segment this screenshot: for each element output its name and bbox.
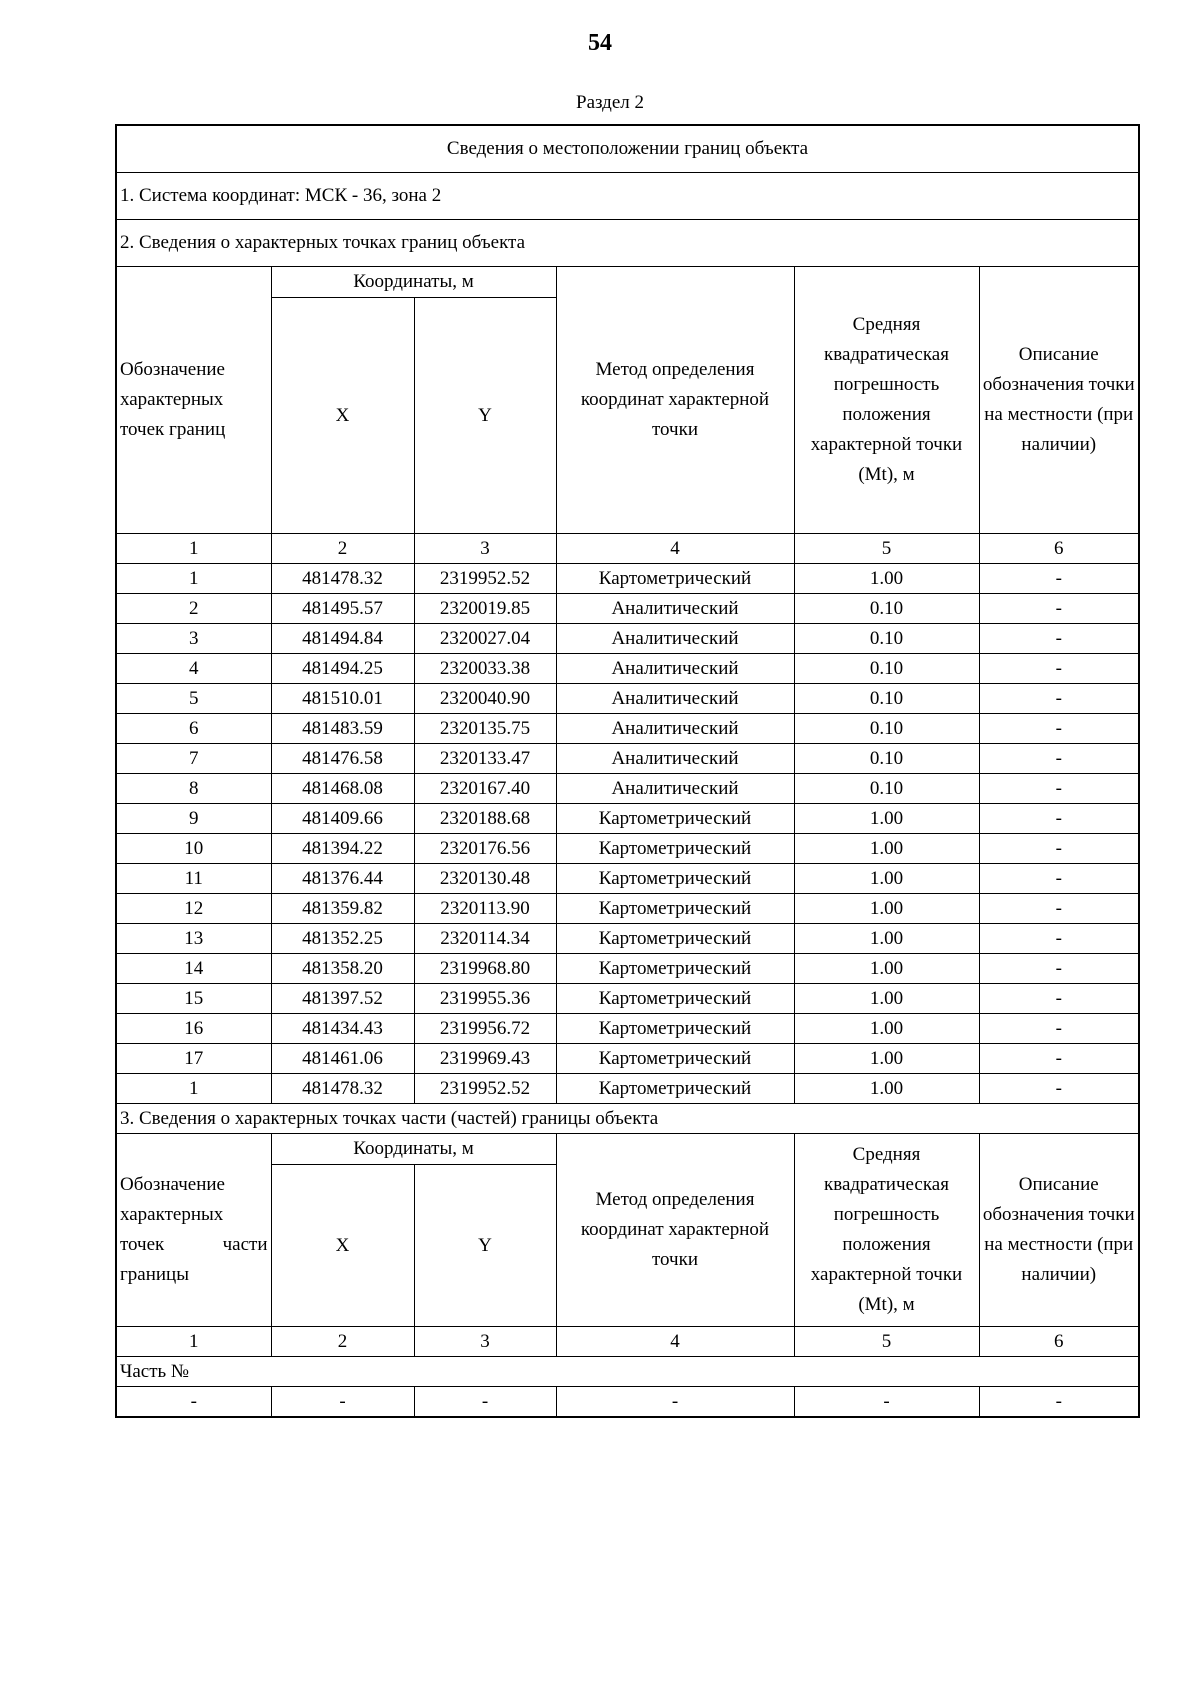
- x-cell: 481478.32: [271, 1074, 414, 1104]
- description-cell: -: [979, 834, 1139, 864]
- error-cell: 0.10: [794, 744, 979, 774]
- y-cell: 2320033.38: [414, 654, 556, 684]
- description-cell: -: [979, 924, 1139, 954]
- header-error: Средняя квадратическая погрешность положения характерной точки (Mt), м: [794, 267, 979, 534]
- header-description-part: Описание обозначения точки на местности (при наличии): [979, 1134, 1139, 1327]
- table-row: [116, 834, 1139, 864]
- description-cell: -: [979, 654, 1139, 684]
- point-id-cell: 16: [116, 1014, 271, 1044]
- y-cell: 2320027.04: [414, 624, 556, 654]
- error-cell: 1.00: [794, 1044, 979, 1074]
- column-number-2: 2: [271, 534, 414, 564]
- method-cell: Аналитический: [556, 684, 794, 714]
- description-cell: -: [979, 984, 1139, 1014]
- method-cell: Аналитический: [556, 774, 794, 804]
- method-cell: Аналитический: [556, 624, 794, 654]
- column-number-5: 5: [794, 534, 979, 564]
- x-cell: 481409.66: [271, 804, 414, 834]
- description-cell: -: [979, 774, 1139, 804]
- y-cell: -: [414, 1387, 556, 1418]
- description-cell: -: [979, 564, 1139, 594]
- header-coordinates: Координаты, м: [271, 267, 556, 298]
- error-cell: 0.10: [794, 774, 979, 804]
- table-row: [116, 714, 1139, 744]
- error-cell: 0.10: [794, 654, 979, 684]
- point-id-cell: 14: [116, 954, 271, 984]
- column-number-1: 1: [116, 534, 271, 564]
- x-cell: 481394.22: [271, 834, 414, 864]
- error-cell: 1.00: [794, 804, 979, 834]
- x-cell: 481494.84: [271, 624, 414, 654]
- header-description: Описание обозначения точки на местности (при наличии): [979, 267, 1139, 534]
- error-cell: 1.00: [794, 1014, 979, 1044]
- page-number: 54: [588, 30, 612, 56]
- description-cell: -: [979, 684, 1139, 714]
- x-cell: 481478.32: [271, 564, 414, 594]
- y-cell: 2320130.48: [414, 864, 556, 894]
- method-cell: Картометрический: [556, 1044, 794, 1074]
- header-method-part: Метод определения координат характерной точки: [556, 1134, 794, 1327]
- error-cell: 1.00: [794, 984, 979, 1014]
- boundary-table: [115, 124, 1140, 1418]
- table-row: [116, 1044, 1139, 1074]
- method-cell: -: [556, 1387, 794, 1418]
- column-number-5: 5: [794, 1327, 979, 1357]
- y-cell: 2319952.52: [414, 564, 556, 594]
- y-cell: 2320167.40: [414, 774, 556, 804]
- point-id-cell: 7: [116, 744, 271, 774]
- header-designation: Обозначение характерных точек границ: [116, 267, 271, 534]
- header-designation-part: Обозначение характерных точек части границы: [116, 1134, 271, 1327]
- method-cell: Картометрический: [556, 834, 794, 864]
- x-cell: 481352.25: [271, 924, 414, 954]
- error-cell: 0.10: [794, 624, 979, 654]
- y-cell: 2319968.80: [414, 954, 556, 984]
- table-row: [116, 894, 1139, 924]
- method-cell: Аналитический: [556, 714, 794, 744]
- x-cell: 481476.58: [271, 744, 414, 774]
- error-cell: 0.10: [794, 714, 979, 744]
- x-cell: 481510.01: [271, 684, 414, 714]
- part-row: [116, 1387, 1139, 1418]
- point-id-cell: -: [116, 1387, 271, 1418]
- point-id-cell: 6: [116, 714, 271, 744]
- x-cell: 481376.44: [271, 864, 414, 894]
- method-cell: Аналитический: [556, 744, 794, 774]
- section-label: Раздел 2: [576, 92, 644, 113]
- column-number-6: 6: [979, 1327, 1139, 1357]
- header-y-part: Y: [414, 1165, 556, 1327]
- column-numbers-row: [116, 534, 1139, 564]
- x-cell: 481359.82: [271, 894, 414, 924]
- column-number-6: 6: [979, 534, 1139, 564]
- point-id-cell: 9: [116, 804, 271, 834]
- description-cell: -: [979, 1014, 1139, 1044]
- header-coordinates-part: Координаты, м: [271, 1134, 556, 1165]
- error-cell: 0.10: [794, 684, 979, 714]
- description-cell: -: [979, 744, 1139, 774]
- column-number-4: 4: [556, 1327, 794, 1357]
- error-cell: 1.00: [794, 894, 979, 924]
- header-method: Метод определения координат характерной точки: [556, 267, 794, 534]
- table-row: [116, 684, 1139, 714]
- point-id-cell: 1: [116, 1074, 271, 1104]
- description-cell: -: [979, 624, 1139, 654]
- table-row: [116, 984, 1139, 1014]
- y-cell: 2320040.90: [414, 684, 556, 714]
- table-row: [116, 624, 1139, 654]
- y-cell: 2319969.43: [414, 1044, 556, 1074]
- method-cell: Картометрический: [556, 1074, 794, 1104]
- y-cell: 2319955.36: [414, 984, 556, 1014]
- column-number-3: 3: [414, 534, 556, 564]
- error-cell: 1.00: [794, 834, 979, 864]
- error-cell: 1.00: [794, 924, 979, 954]
- table-row: [116, 774, 1139, 804]
- y-cell: 2320176.56: [414, 834, 556, 864]
- point-id-cell: 2: [116, 594, 271, 624]
- table-row: [116, 594, 1139, 624]
- part-label: Часть №: [116, 1357, 1139, 1387]
- point-id-cell: 10: [116, 834, 271, 864]
- point-id-cell: 11: [116, 864, 271, 894]
- x-cell: 481461.06: [271, 1044, 414, 1074]
- y-cell: 2320113.90: [414, 894, 556, 924]
- method-cell: Картометрический: [556, 924, 794, 954]
- description-cell: -: [979, 1044, 1139, 1074]
- method-cell: Картометрический: [556, 954, 794, 984]
- method-cell: Аналитический: [556, 594, 794, 624]
- table-row: [116, 1014, 1139, 1044]
- x-cell: 481434.43: [271, 1014, 414, 1044]
- method-cell: Картометрический: [556, 564, 794, 594]
- table-row: [116, 744, 1139, 774]
- method-cell: Аналитический: [556, 654, 794, 684]
- point-id-cell: 15: [116, 984, 271, 1014]
- point-id-cell: 3: [116, 624, 271, 654]
- x-cell: 481495.57: [271, 594, 414, 624]
- description-cell: -: [979, 954, 1139, 984]
- column-number-3: 3: [414, 1327, 556, 1357]
- y-cell: 2320188.68: [414, 804, 556, 834]
- description-cell: -: [979, 894, 1139, 924]
- column-number-1: 1: [116, 1327, 271, 1357]
- point-id-cell: 4: [116, 654, 271, 684]
- x-cell: 481494.25: [271, 654, 414, 684]
- coordinate-system: 1. Система координат: МСК - 36, зона 2: [116, 173, 1139, 220]
- description-cell: -: [979, 864, 1139, 894]
- table-title: Сведения о местоположении границ объекта: [116, 125, 1139, 173]
- method-cell: Картометрический: [556, 894, 794, 924]
- description-cell: -: [979, 1387, 1139, 1418]
- description-cell: -: [979, 714, 1139, 744]
- header-error-part: Средняя квадратическая погрешность положения характерной точки (Mt), м: [794, 1134, 979, 1327]
- y-cell: 2320019.85: [414, 594, 556, 624]
- column-number-2: 2: [271, 1327, 414, 1357]
- description-cell: -: [979, 804, 1139, 834]
- column-numbers-row: [116, 1327, 1139, 1357]
- point-id-cell: 13: [116, 924, 271, 954]
- table-row: [116, 654, 1139, 684]
- x-cell: -: [271, 1387, 414, 1418]
- error-cell: 1.00: [794, 564, 979, 594]
- error-cell: 1.00: [794, 954, 979, 984]
- column-number-4: 4: [556, 534, 794, 564]
- method-cell: Картометрический: [556, 804, 794, 834]
- x-cell: 481468.08: [271, 774, 414, 804]
- y-cell: 2320114.34: [414, 924, 556, 954]
- description-cell: -: [979, 594, 1139, 624]
- header-x-part: X: [271, 1165, 414, 1327]
- point-id-cell: 17: [116, 1044, 271, 1074]
- method-cell: Картометрический: [556, 864, 794, 894]
- table-row: [116, 804, 1139, 834]
- table-row: [116, 1074, 1139, 1104]
- part-heading: 3. Сведения о характерных точках части (частей) границы объекта: [116, 1104, 1139, 1134]
- table-row: [116, 924, 1139, 954]
- point-id-cell: 8: [116, 774, 271, 804]
- error-cell: 1.00: [794, 1074, 979, 1104]
- x-cell: 481397.52: [271, 984, 414, 1014]
- y-cell: 2319956.72: [414, 1014, 556, 1044]
- point-id-cell: 5: [116, 684, 271, 714]
- y-cell: 2320135.75: [414, 714, 556, 744]
- y-cell: 2319952.52: [414, 1074, 556, 1104]
- error-cell: 0.10: [794, 594, 979, 624]
- header-x: X: [271, 298, 414, 534]
- error-cell: -: [794, 1387, 979, 1418]
- description-cell: -: [979, 1074, 1139, 1104]
- table-row: [116, 864, 1139, 894]
- method-cell: Картометрический: [556, 1014, 794, 1044]
- point-id-cell: 12: [116, 894, 271, 924]
- point-id-cell: 1: [116, 564, 271, 594]
- y-cell: 2320133.47: [414, 744, 556, 774]
- table-row: [116, 564, 1139, 594]
- x-cell: 481358.20: [271, 954, 414, 984]
- error-cell: 1.00: [794, 864, 979, 894]
- method-cell: Картометрический: [556, 984, 794, 1014]
- points-heading: 2. Сведения о характерных точках границ объекта: [116, 220, 1139, 267]
- header-y: Y: [414, 298, 556, 534]
- table-row: [116, 954, 1139, 984]
- x-cell: 481483.59: [271, 714, 414, 744]
